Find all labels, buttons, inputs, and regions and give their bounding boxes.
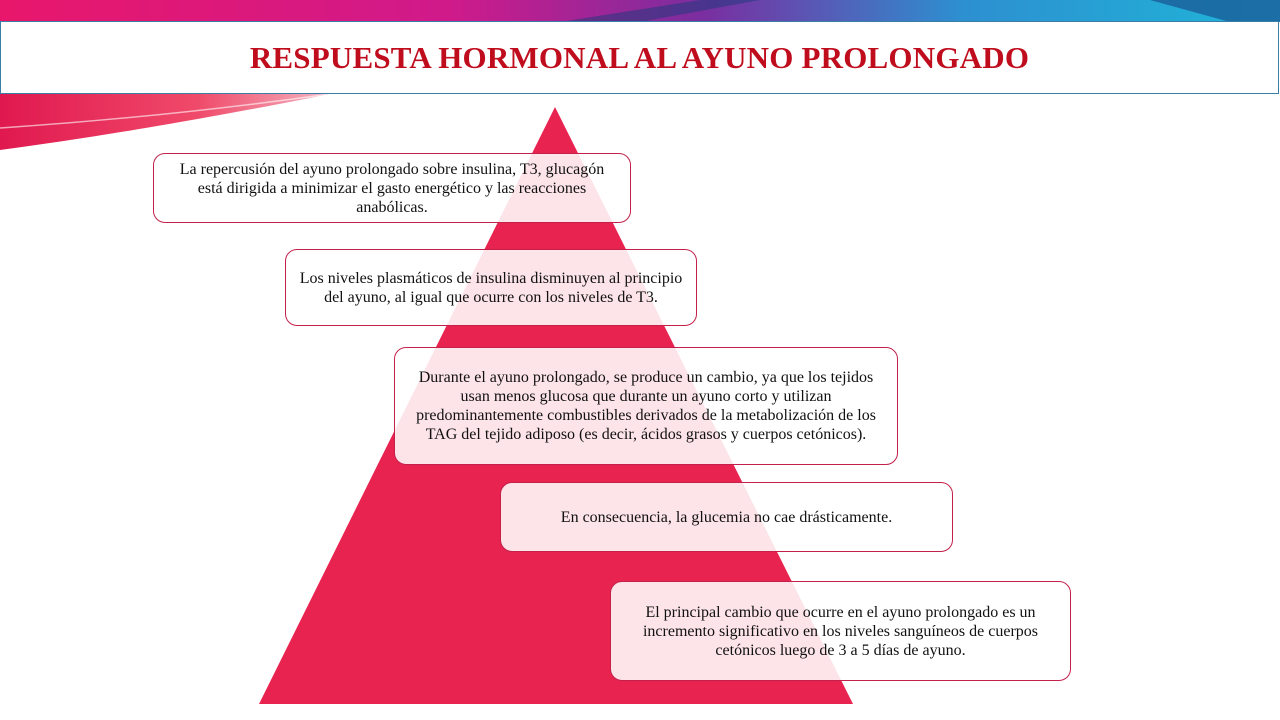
- pyramid-step-2: [285, 249, 697, 326]
- pyramid-step-3: [394, 347, 898, 465]
- pyramid-step-3-text: Durante el ayuno prolongado, se produce un cambio, ya que los tejidos usan menos glucosa que durante un ayuno corto y utilizan predominantemente combustibles derivados de la metabolización de los TAG del tejido adiposo (es decir, ácidos grasos y cuerpos cetónicos).: [416, 369, 876, 443]
- pyramid-step-1: [153, 153, 631, 223]
- pyramid-step-1-text: La repercusión del ayuno prolongado sobre insulina, T3, glucagón está dirigida a minimizar el gasto energético y las reacciones anabólicas.: [179, 160, 605, 216]
- pyramid-step-2-text: Los niveles plasmáticos de insulina disminuyen al principio del ayuno, al igual que ocurre con los niveles de T3.: [299, 269, 683, 306]
- slide-title: RESPUESTA HORMONAL AL AYUNO PROLONGADO: [249, 39, 1030, 75]
- pyramid-step-5-text: El principal cambio que ocurre en el ayuno prolongado es un incremento significativo en los niveles sanguíneos de cuerpos cetónicos luego de 3 a 5 días de ayuno.: [642, 603, 1038, 659]
- pyramid-step-4: [500, 482, 953, 552]
- title-bar: [0, 21, 1279, 94]
- pyramid-step-4-text: En consecuencia, la glucemia no cae drásticamente.: [560, 508, 893, 526]
- left-swoosh: [0, 94, 330, 150]
- pyramid-step-5: [610, 581, 1071, 681]
